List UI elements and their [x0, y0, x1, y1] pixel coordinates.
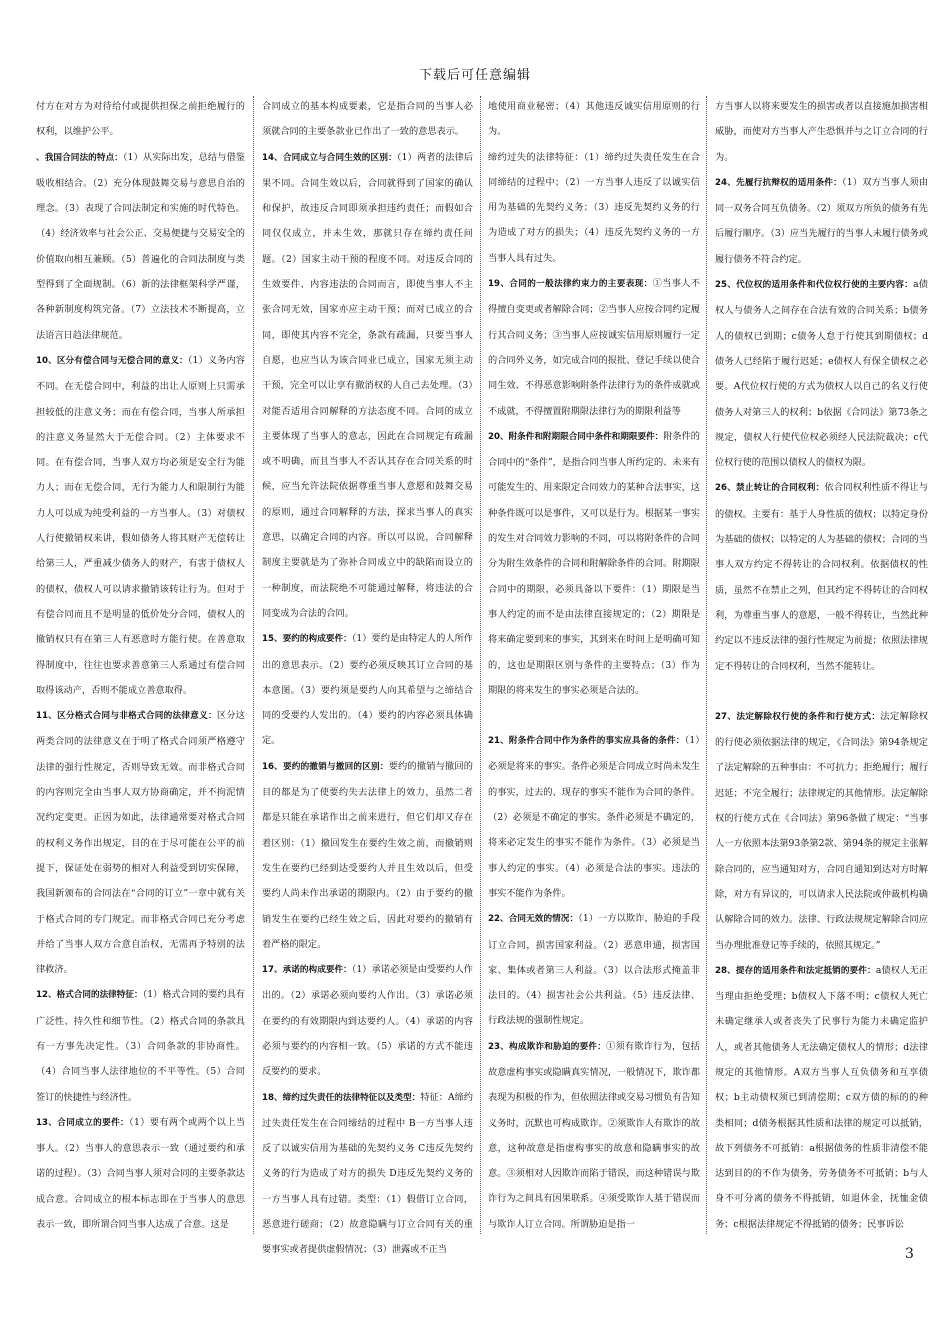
paragraph-heading: 、我国合同法的特点： — [36, 152, 123, 163]
paragraph-text: （1）从实际出发，总结与借鉴吸收相结合。（2）充分体现鼓舞交易与意思自治的理念。（3）表现了合同法制定和实施的时代特色。（4）经济效率与社会公正、交易便捷与交易安全的价值取向相互兼顾。（5）普遍化的合同法制度与类型得到了全面规制。（6）新的法律框架科学严谨，各种新制度构筑完备。（7）立法技术不断提高，立法语言日趋法律规范。 — [36, 151, 245, 341]
paragraph — [262, 94, 473, 145]
paragraph-heading: 15、要约的构成要件： — [262, 634, 352, 645]
paragraph-heading: 27、法定解除权行使的条件和行使方式： — [715, 711, 881, 722]
paragraph-heading: 12、格式合同的法律特征： — [36, 990, 143, 1001]
paragraph-heading: 11、区分格式合同与非格式合同的法律意义： — [36, 711, 217, 722]
paragraph-heading: 24、先履行抗辩权的适用条件： — [715, 177, 842, 188]
paragraph — [715, 475, 928, 678]
paragraph — [36, 145, 245, 348]
paragraph — [488, 1034, 700, 1237]
text-column-4 — [715, 94, 928, 1232]
column-divider — [480, 96, 481, 1234]
paragraph-text: （1）义务内容不同。在无偿合同中，利益的出让人原则上只需承担较低的注意义务；而在有偿合同，当事人所承担的注意义务显然大于无偿合同。（2）主体要求不同。在有偿合同，当事人双方均必须是安全行为能力人；而在无偿合同，无行为能力人和限制行为能力人可以成为纯受利益的一方当事人。（3）对债权人行使撤销权来讲，假如债务人将其财产无偿转让给第三人，严重减少债务人的财产，有害于债权人的债权，债权人可以请求撤销该转让行为。但对于有偿合同而且不是明显的低价处分合同，债权人的撤销权只有在第三人有恶意时方能行使。在善意取得制度中，往往也要求善意第三人系通过有偿合同取得该动产，否则不能成立善意取得。 — [36, 354, 245, 696]
paragraph-text: 特征：A缔约过失责任发生在合同缔结的过程中 B一方当事人违反了以诚实信用为基础的先契约义务 C违反先契约义务的行为造成了对方的损失 D违反先契约义务的一方当事人具有过错。类型：（1）假借订立合同，恶意进行磋商；（2）故意隐瞒与订立合同有关的重要事实或者提供虚假情况；（3）泄露或不正当 — [262, 1091, 473, 1256]
paragraph-text: （1）要有两个或两个以上当事人。（2）当事人的意思表示一致（通过要约和承诺的过程）。（3）合同当事人须对合同的主要条款达成合意。合同成立的根本标志即在于当事人的意思表示一致，即所谓合同当事人达成了合意。这是 — [36, 1116, 245, 1231]
paragraph — [262, 754, 473, 957]
paragraph — [36, 982, 245, 1109]
paragraph-heading: 26、禁止转让的合同权利： — [715, 483, 825, 494]
paragraph-heading: 22、合同无效的情况： — [488, 914, 579, 925]
paragraph-heading: 13、合同成立的要件： — [36, 1117, 130, 1128]
paragraph-text: ①须有欺诈行为，包括故意虚构事实或隐瞒真实情况，一般情况下，欺诈都表现为积极的作为，但依照法律或交易习惯负有告知义务时，沉默也可构成欺诈。②须欺诈人有欺诈的故意，这种故意是指虚构事实的故意和隐瞒事实的故意。③须相对人因欺诈而陷于错误，而这种错误与欺诈行为之间具有因果联系。④须受欺诈人基于错误而与欺诈人订立合同。所谓胁迫是指一 — [488, 1040, 700, 1230]
paragraph-text: ①当事人不得擅自变更或者解除合同；②当事人应按合同约定履行其合同义务；③当事人应按诚实信用原则履行一定的合同外义务，如完成合同的报批、登记手续以使合同生效、不得恶意影响附条件法律行为的条件成就或不成就，不得擅置附期限法律行为的期限利益等 — [488, 278, 701, 417]
paragraph-text: 依合同权利性质不得让与的债权。主要有：基于人身性质的债权；以特定身份为基础的债权；以特定的人为基础的债权；合同的当事人双方约定不得转让的合同权利。依据债权的性质，虽然不在禁止之列，但其约定不得转让的合同权利，为尊重当事人的意愿，一般不得转让，当然此种约定以不违反法律的强行性规定为前提；依照法律规定不得转让的合同权利，当然不能转让。 — [715, 482, 929, 672]
paragraph-heading: 18、缔约过失责任的法律特征以及类型： — [262, 1092, 421, 1103]
text-column-3 — [488, 94, 700, 1232]
paragraph — [488, 424, 700, 703]
paragraph-text: 地使用商业秘密；（4）其他违反诚实信用原则的行为。 — [488, 101, 700, 138]
text-column-2 — [262, 94, 474, 1256]
paragraph — [488, 94, 700, 145]
paragraph-heading: 28、提存的适用条件和法定抵销的要件： — [715, 965, 876, 976]
paragraph-heading: 10、区分有偿合同与无偿合同的意义： — [36, 355, 188, 366]
paragraph-text: （1）两者的法律后果不同。合同生效以后，合同就得到了国家的确认和保护，故违反合同即须承担违约责任；而假如合同仅仅成立，并未生效，那就只存在缔约责任问题。（2）国家主动干预的程度不同。对违反合同的生效要件、内容违法的合同而言，即使当事人不主张合同无效，国家亦应主动干预；而对已成立的合同，即使其内容不完全，条款有疏漏，只要当事人自愿，也应当认为该合同业已成立，国家无须主动干预，完全可以让享有撤消权的人自己去处理。（3）对能否适用合同解释的方法态度不同。合同的成立主要体现了当事人的意志，因此在合同规定有疏漏或不明确，而且当事人不否认其存在合同关系的时候，应当允许法院依据尊重当事人意愿和鼓舞交易的原则，通过合同解释的方法，探求当事人的真实意思，以确定合同的内容。所以可以说，合同解释制度主要就是为了弥补合同成立中的缺陷而设立的一种制度，而法院绝不可能通过解释，将违法的合同变成为合法的合同。 — [262, 151, 474, 619]
paragraph-text: （1）一方以欺诈，胁迫的手段订立合同，损害国家利益。（2）恶意串通，损害国家、集体或者第三人利益。（3）以合法形式掩盖非法目的。（4）损害社会公共利益。（5）违反法律、行政法规的强制性规定。 — [488, 913, 701, 1027]
column-divider — [253, 96, 254, 1234]
paragraph-text: （1）要约是由特定人的人所作出的意思表示。（2）要约必须反映其订立合同的基本意图。（3）要约须是要约人向其希望与之缔结合同的受要约人发出的。（4）要约的内容必须具体确定。 — [262, 633, 473, 747]
column-divider — [706, 96, 707, 1234]
paragraph-text: a债权人无正当理由拒绝受理；b债权人下落不明；c债权人死亡未确定继承人或者丧失了民事行为能力未确定监护人，或者其他债务人无法确定债权人的情形；d法律规定的其他情形。A双方当事人互负债务和互享债权；b主动债权须已到清偿期；c双方债的标的的种类相同；d债务根据其性质和法律的规定可以抵销，故下列债务不可抵销：a根据债务的性质非清偿不能达到目的的不作为债务，劳务债务不可抵销；b与人身不可分离的债务不得抵销，如退休金，抚恤金债务；c根据法律规定不得抵销的债务；民事诉讼 — [715, 964, 928, 1230]
paragraph — [715, 170, 928, 272]
paragraph — [488, 728, 700, 906]
paragraph-text: （1）必须是将来的事实。条件必须是合同成立时尚未发生的事实，过去的、现存的事实不能作为合同的条件。（2）必须是不确定的事实。条件必须是不确定的，将来必定发生的事实不能作为条件。（3）必须是当事人约定的事实。（4）必须是合法的事实。违法的事实不能作为条件。 — [488, 735, 700, 899]
text-column-1 — [36, 94, 245, 1232]
paragraph-heading: 25、代位权的适用条件和代位权行使的主要内容： — [715, 280, 914, 291]
paragraph — [262, 626, 473, 753]
paragraph-text: （1）双方当事人须由同一双务合同互负债务。（2）须双方所负的债务有先后履行顺序。（3）应当先履行的当事人未履行债务或履行债务不符合约定。 — [715, 176, 928, 265]
paragraph — [36, 94, 245, 145]
paragraph — [262, 145, 473, 627]
page-number: 3 — [905, 1246, 914, 1262]
paragraph — [715, 272, 928, 475]
paragraph-heading: 14、合同成立与合同生效的区别： — [262, 152, 397, 163]
paragraph-text: （1）格式合同的要约具有广泛性、持久性和细节性。（2）格式合同的条款具有一方事先决定性。（3）合同条款的非协商性。（4）合同当事人法律地位的不平等性。（5）合同签订的快捷性与经济性。 — [36, 989, 245, 1103]
paragraph-text: 合同成立的基本构成要素，它是指合同的当事人必须就合同的主要条款业已作出了一致的意思表示。 — [262, 101, 473, 138]
paragraph — [262, 1085, 473, 1263]
paragraph-heading: 21、附条件合同中作为条件的事实应具备的条件： — [488, 736, 685, 747]
paragraph-text: 法定解除权的行使必须依据法律的规定，《合同法》第94条规定了法定解除的五种事由：不可抗力；拒绝履行；履行迟延；不完全履行；法律规定的其他情形。法定解除权的行使方式在《合同法》第96条做了规定：“当事人一方依照本法第93条第2款、第94条的规定主张解除合同的，应当通知对方，合同自通知到达对方时解除，对方有异议的，可以请求人民法院或仲裁机构确认解除合同的效力。法律、行政法规规定解除合同应当办理批准登记等手续的，依照其规定。” — [715, 710, 928, 951]
paragraph-text: 付方在对方为对待给付或提供担保之前拒绝履行的权利，以维护公平。 — [36, 101, 245, 138]
paragraph-heading: 23、构成欺诈和胁迫的要件： — [488, 1041, 607, 1052]
paragraph-text: 附条件的合同中的“条件”，是指合同当事人所约定的、未来有可能发生的、用来限定合同效力的某种合法事实，这种条件既可以是事件，又可以是行为。根据某一事实的发生对合同效力影响的不同，可以将附条件的合同分为附生效条件的合同和附解除条件的合同。附期限合同中的期限，必须具备以下要件：（1）期限是当事人约定的而不是由法律直接规定的；（2）期限是将来确定要到来的事实，其到来在时间上是明确可知的，这也是期限区别与条件的主要特点；（3）作为期限的将来发生的事实必须是合法的。 — [488, 430, 700, 696]
paragraph-text: 要约的撤销与撤回的目的都是为了使要约失去法律上的效力，虽然二者都是只能在承诺作出之前来进行，但它们却又存在着区别：（1）撤回发生在要约生效之前，而撤销则发生在要约已经到达受要约人并且生效以后，但受要约人尚未作出承诺的期限内。（2）由于要约的撤销发生在要约已经生效之后，因此对要约的撤销有着严格的限定。 — [262, 760, 473, 950]
paragraph-heading: 19、合同的一般法律约束力的主要表现： — [488, 279, 653, 290]
paragraph — [715, 94, 928, 170]
paragraph — [488, 906, 700, 1033]
paragraph-text: 方当事人以将来要发生的损害或者以直接施加损害相威胁，而使对方当事人产生恐惧并与之订立合同的行为。 — [715, 101, 928, 163]
paragraph — [36, 1110, 245, 1237]
paragraph — [262, 957, 473, 1084]
paragraph-text: （1）承诺必须是由受要约人作出的。（2）承诺必须向要约人作出。（3）承诺必须在要约的有效期限内到达要约人。（4）承诺的内容必须与要约的内容相一致。（5）承诺的方式不能违反要约的要求。 — [262, 964, 473, 1078]
paragraph-heading: 16、要约的撤销与撤回的区别： — [262, 761, 389, 772]
paragraph-text: 区分这两类合同的法律意义在于明了格式合同须严格遵守法律的强行性规定，否则导致无效。而非格式合同的内容则完全由当事人双方协商确定，并不拘泥情况约定变更。正因为如此，法律通常要对格式合同的权利义务作出规定，目的在于尽可能在公平的前提下，保证处在弱势的相对人利益受到切实保障，我国新颁布的合同法在“合同的订立”一章中就有关于格式合同的专门规定。而非格式合同已充分考虑并给了当事人双方合意自治权，无需再予特别的法律救济。 — [36, 710, 245, 976]
paragraph — [488, 145, 700, 271]
paragraph — [715, 958, 928, 1237]
paragraph-heading: 20、附条件和附期限合同中条件和期限要件： — [488, 431, 664, 442]
paragraph — [36, 348, 245, 703]
paragraph — [715, 704, 928, 958]
paragraph — [36, 703, 245, 982]
paragraph — [488, 271, 700, 424]
paragraph-heading: 17、承诺的构成要件： — [262, 965, 352, 976]
paragraph-text: 缔约过失的法律特征：（1）缔约过失责任发生在合同缔结的过程中；（2）一方当事人违反了以诚实信用为基础的先契约义务；（3）违反先契约义务的行为造成了对方的损失；（4）违反先契约义务的一方当事人具有过失。 — [488, 151, 700, 264]
page-header: 下载后可任意编辑 — [418, 68, 531, 83]
paragraph-text: a债权人与债务人之间存在合法有效的合同关系；b债务人的债权已到期；c债务人怠于行使其到期债权；d债务人已经陷于履行迟延；e债权人有保全债权之必要。A代位权行使的方式为债权人以自己的名义行使债务人对第三人的权利；b依据《合同法》第73条之规定，债权人行使代位权必须经人民法院裁决；c代位权行使的范围以债权人的债权为限。 — [715, 279, 928, 469]
